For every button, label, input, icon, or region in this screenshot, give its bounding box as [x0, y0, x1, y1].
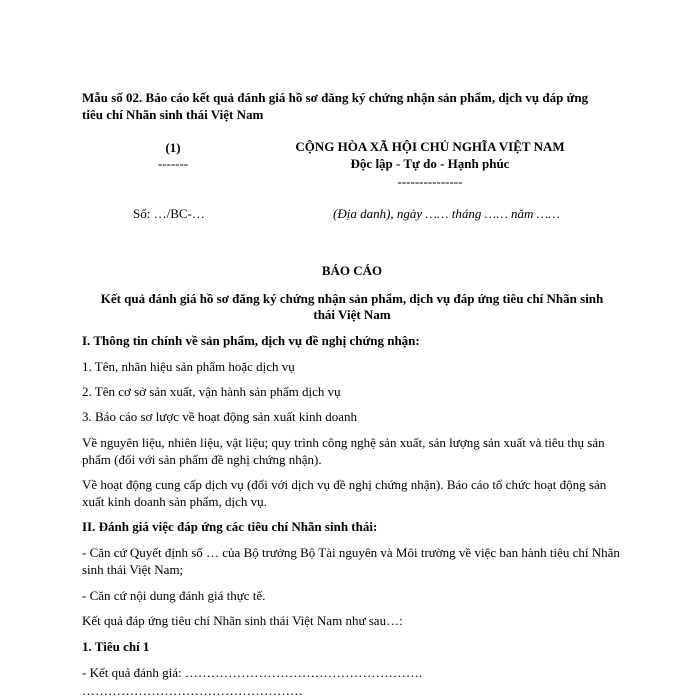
criterion1-heading: 1. Tiêu chí 1 [82, 639, 150, 654]
org-divider: ------- [157, 156, 189, 171]
section1-heading: I. Thông tin chính về sản phẩm, dịch vụ đề nghị chứng nhận: [82, 333, 420, 348]
section1-item3: 3. Báo cáo sơ lược về hoạt động sản xuất kinh doanh [82, 409, 357, 424]
section2-result-intro: Kết quả đáp ứng tiêu chí Nhãn sinh thái Việt Nam như sau…: [82, 613, 403, 628]
section2-heading: II. Đánh giá việc đáp ứng các tiêu chí Nhãn sinh thái: [82, 519, 378, 534]
report-title: BÁO CÁO [321, 263, 383, 278]
section2-basis-assessment: - Căn cứ nội dung đánh giá thực tế. [82, 588, 266, 603]
org-placeholder: (1) [165, 140, 181, 155]
report-subtitle-line1: Kết quả đánh giá hồ sơ đăng ký chứng nhận sản phẩm, dịch vụ đáp ứng tiêu chí Nhãn sinh [100, 291, 604, 306]
national-motto: Độc lập - Tự do - Hạnh phúc [350, 156, 510, 171]
place-date-line: (Địa danh), ngày …… tháng …… năm …… [333, 206, 560, 221]
document-number: Số: …/BC-… [133, 206, 205, 221]
report-subtitle-line2: thái Việt Nam [313, 307, 391, 322]
country-name: CỘNG HÒA XÃ HỘI CHỦ NGHĨA VIỆT NAM [295, 139, 565, 154]
form-title-line2: tiêu chí Nhãn sinh thái Việt Nam [82, 107, 264, 122]
criterion1-dotted-line: …………………………………………… [82, 683, 303, 698]
section1-item1: 1. Tên, nhãn hiệu sản phẩm hoặc dịch vụ [82, 359, 295, 374]
criterion1-result: - Kết quả đánh giá: ………………………………………………. [82, 665, 423, 680]
section2-basis-decision: - Căn cứ Quyết định số … của Bộ trưởng Bộ Tài nguyên và Môi trường về việc ban hành tiêu chí Nhãn sinh thái Việt Nam; [82, 545, 620, 577]
section1-paragraph-services: Về hoạt động cung cấp dịch vụ (đối với dịch vụ đề nghị chứng nhận). Báo cáo tổ chức hoạt động sản xuất kinh doanh sản phẩm, dịch vụ. [82, 477, 607, 509]
section1-item2: 2. Tên cơ sở sản xuất, vận hành sản phẩm dịch vụ [82, 384, 341, 399]
section1-paragraph-materials: Về nguyên liệu, nhiên liệu, vật liệu; quy trình công nghệ sản xuất, sản lượng sản xuất và tiêu thụ sản phẩm (đối với sản phẩm đề nghị chứng nhận). [82, 435, 605, 467]
form-title-line1: Mẫu số 02. Báo cáo kết quả đánh giá hồ sơ đăng ký chứng nhận sản phẩm, dịch vụ đáp ứng [82, 90, 589, 105]
motto-divider: --------------- [397, 174, 463, 189]
